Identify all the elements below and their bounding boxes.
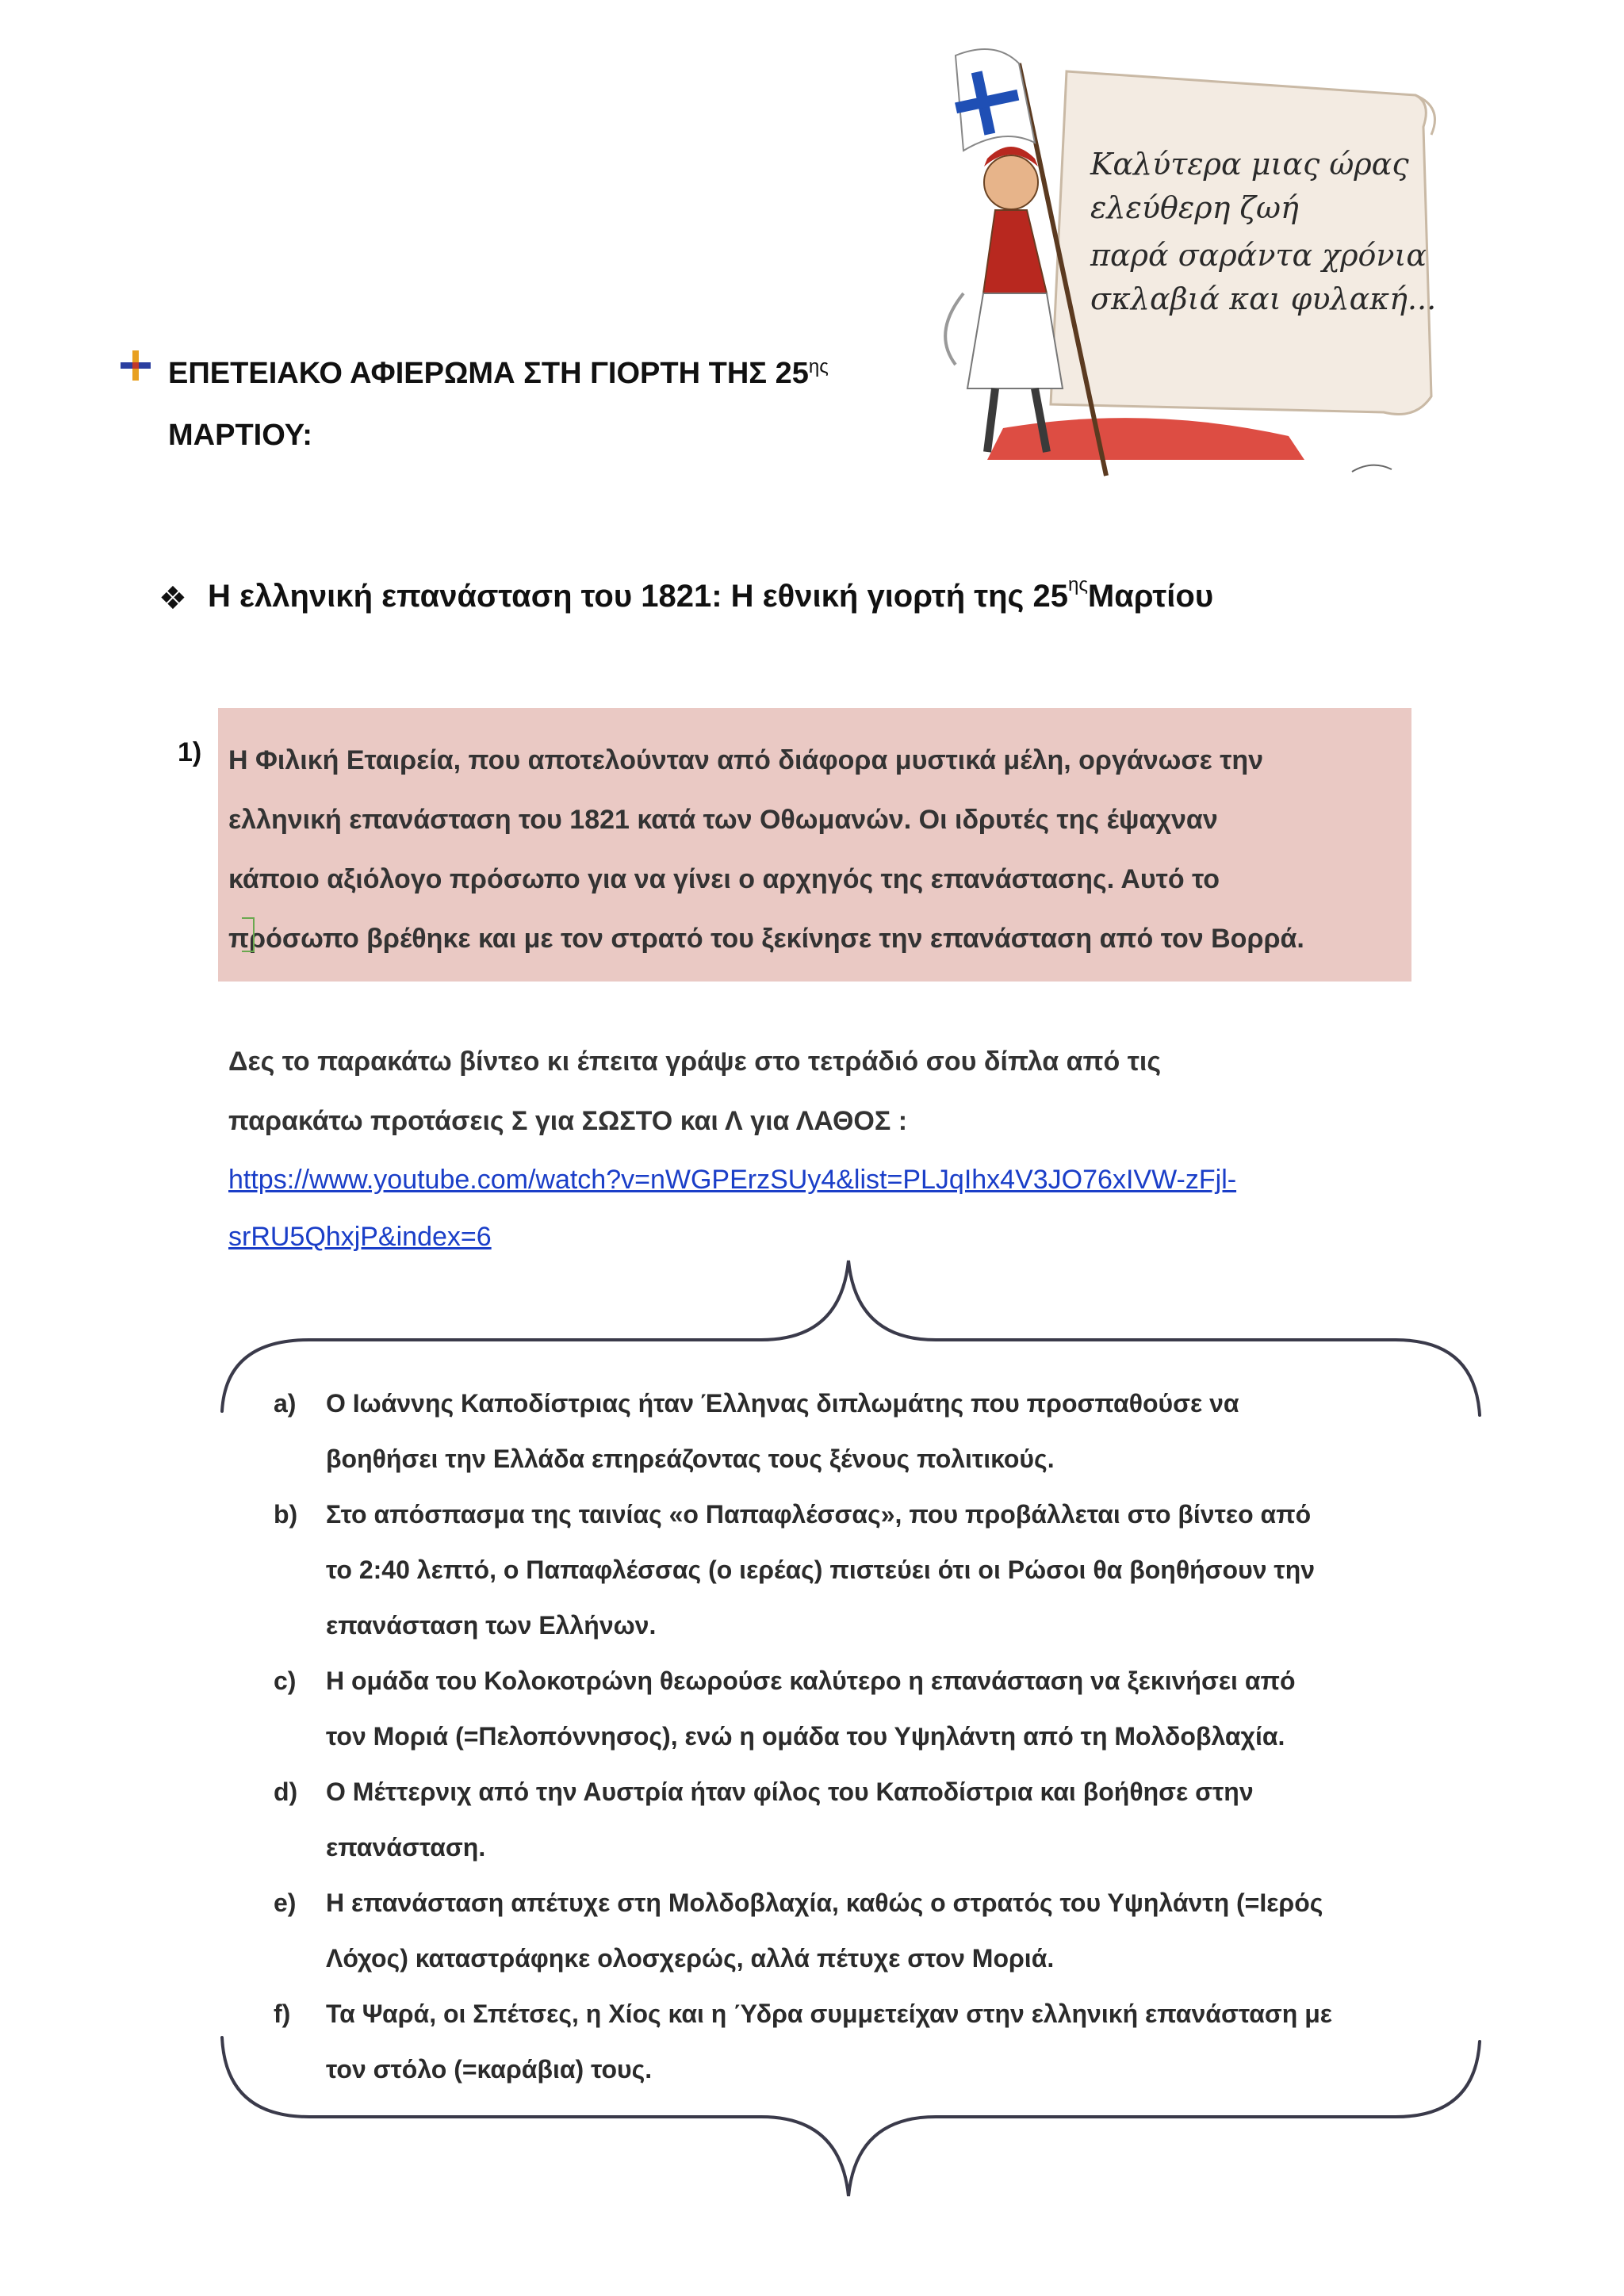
instructions <box>228 1032 1402 1151</box>
statement-line: Στο απόσπασμα της ταινίας «ο Παπαφλέσσας», που προβάλλεται στο βίντεο από <box>326 1500 1312 1529</box>
poster-line-1: Καλύτερα μιας ώρας <box>1090 147 1409 182</box>
instructions-line: παρακάτω προτάσεις Σ για ΣΩΣΤΟ και Λ για ΛΑΘΟΣ : <box>228 1106 908 1136</box>
statement-line: Ο Ιωάννης Καποδίστριας ήταν Έλληνας διπλωμάτης που προσπαθούσε να <box>326 1389 1239 1418</box>
statement-line: το 2:40 λεπτό, ο Παπαφλέσσας (ο ιερέας) πιστεύει ότι οι Ρώσοι θα βοηθήσουν την <box>326 1556 1316 1584</box>
statement-line: βοηθήσει την Ελλάδα επηρεάζοντας τους ξένους πολιτικούς. <box>326 1445 1055 1473</box>
poster-line-3: παρά σαράντα χρόνια <box>1090 238 1427 273</box>
statement-line: επανάσταση. <box>326 1833 486 1862</box>
subheading-superscript: ης <box>1067 574 1088 595</box>
statement-item <box>274 1376 1408 1487</box>
poster-line-4: σκλαβιά και φυλακή... <box>1090 281 1437 316</box>
statement-item <box>274 1487 1408 1653</box>
comment-marker <box>242 917 255 952</box>
statement-letter: e) <box>274 1888 297 1917</box>
statement-letter: f) <box>274 1999 291 2028</box>
statement-letter: c) <box>274 1667 297 1695</box>
section-subheading <box>208 574 1397 614</box>
statement-line: Η επανάσταση απέτυχε στη Μολδοβλαχία, καθώς ο στρατός του Υψηλάντη (=Ιερός <box>326 1888 1323 1917</box>
diamond-bullet-icon: ❖ <box>159 581 187 616</box>
paragraph-line: πρόσωπο βρέθηκε και με τον στρατό του ξεκίνησε την επανάσταση από τον Βορρά. <box>228 924 1304 954</box>
statement-item <box>274 1986 1408 2097</box>
statement-letter: a) <box>274 1389 297 1418</box>
statement-line: Ο Μέττερνιχ από την Αυστρία ήταν φίλος του Καποδίστρια και βοήθησε στην <box>326 1777 1254 1806</box>
heading-superscript: ης <box>808 356 829 377</box>
statement-line: επανάσταση των Ελλήνων. <box>326 1611 657 1640</box>
link-line[interactable]: srRU5QhxjP&index=6 <box>228 1222 492 1252</box>
heading-line1: ΕΠΕΤΕΙΑΚΟ ΑΦΙΕΡΩΜΑ ΣΤΗ ΓΙΟΡΤΗ ΤΗΣ 25 <box>168 357 809 390</box>
instructions-line: Δες το παρακάτω βίντεο κι έπειτα γράψε στο τετράδιό σου δίπλα από τις <box>228 1047 1162 1077</box>
statements-list <box>274 1376 1408 2097</box>
statement-line: τον στόλο (=καράβια) τους. <box>326 2055 653 2084</box>
heading-line2: ΜΑΡΤΙΟΥ: <box>168 419 312 452</box>
statement-item <box>274 1653 1408 1764</box>
main-heading <box>168 342 914 466</box>
item1-paragraph <box>228 731 1402 969</box>
statement-line: τον Μοριά (=Πελοπόννησος), ενώ η ομάδα του Υψηλάντη από τη Μολδοβλαχία. <box>326 1722 1285 1751</box>
statement-line: Τα Ψαρά, οι Σπέτσες, η Χίος και η Ύδρα συμμετείχαν στην ελληνική επανάσταση με <box>326 1999 1332 2028</box>
subheading-text: Η ελληνική επανάσταση του 1821: Η εθνική γιορτή της 25 <box>208 579 1068 614</box>
statement-item <box>274 1764 1408 1875</box>
statement-line: Η ομάδα του Κολοκοτρώνη θεωρούσε καλύτερο η επανάσταση να ξεκινήσει από <box>326 1667 1296 1695</box>
statement-item <box>274 1875 1408 1986</box>
paragraph-line: ελληνική επανάσταση του 1821 κατά των Οθωμανών. Οι ιδρυτές της έψαχναν <box>228 805 1218 835</box>
statement-letter: d) <box>274 1777 298 1806</box>
plus-bullet-icon <box>119 349 152 382</box>
paragraph-line: κάποιο αξιόλογο πρόσωπο για να γίνει ο αρχηγός της επανάστασης. Αυτό το <box>228 864 1220 894</box>
statement-line: Λόχος) καταστράφηκε ολοσχερώς, αλλά πέτυχε στον Μοριά. <box>326 1944 1055 1973</box>
poster-line-2: ελεύθερη ζωή <box>1090 190 1299 225</box>
item-number: 1) <box>178 737 202 767</box>
statement-letter: b) <box>274 1500 298 1529</box>
revolutionary-illustration <box>908 32 1447 492</box>
subheading-text-end: Μαρτίου <box>1087 579 1214 614</box>
paragraph-line: Η Φιλική Εταιρεία, που αποτελούνταν από διάφορα μυστικά μέλη, οργάνωσε την <box>228 745 1264 775</box>
link-line[interactable]: https://www.youtube.com/watch?v=nWGPErzSUy4&list=PLJqIhx4V3JO76xIVW-zFjl- <box>228 1165 1237 1195</box>
